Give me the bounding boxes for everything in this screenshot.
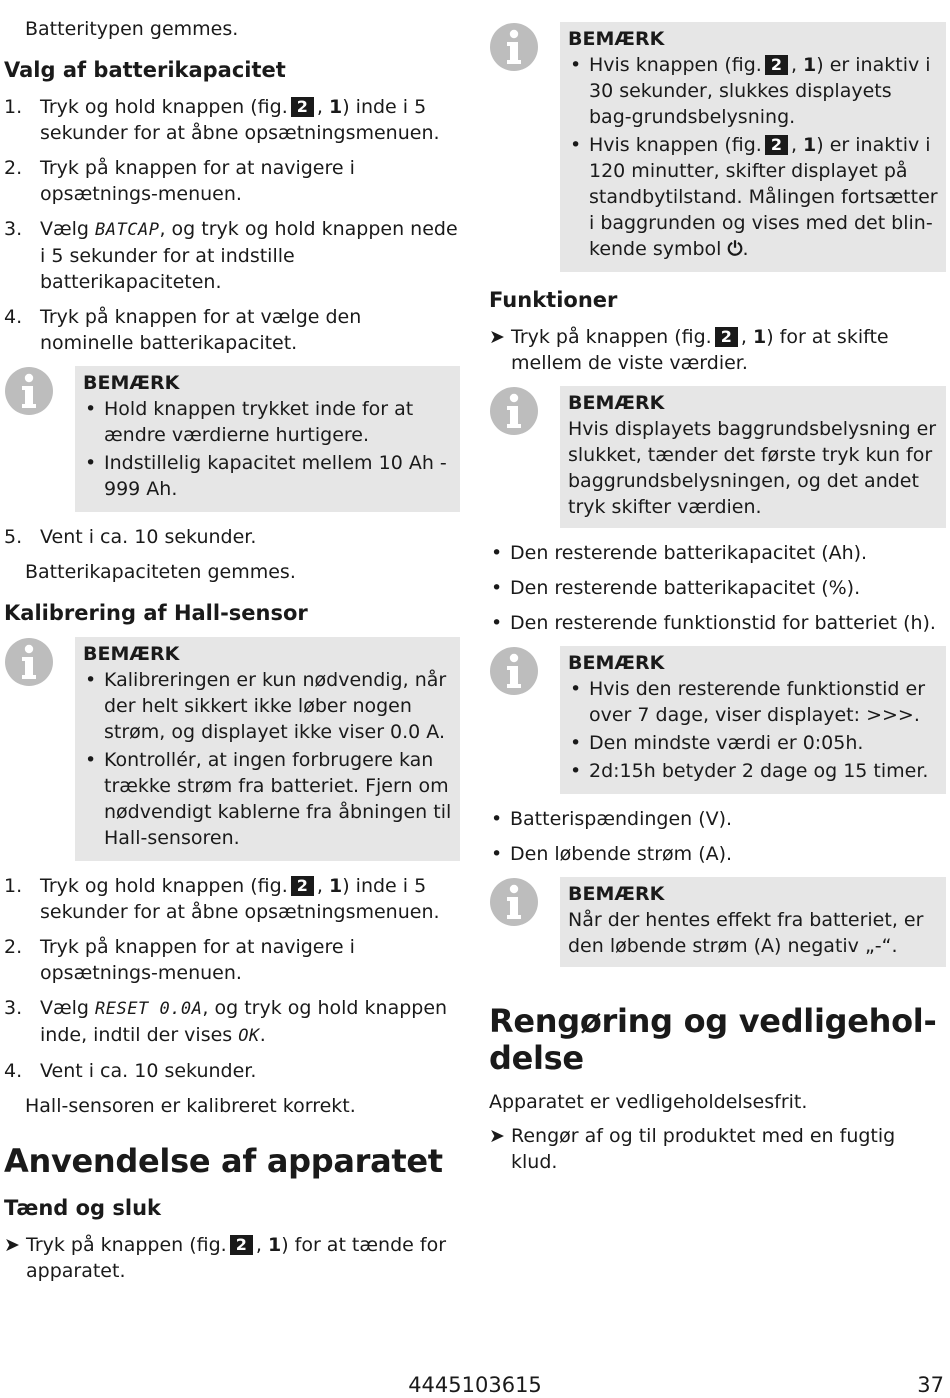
document-number: 4445103615 [408, 1373, 542, 1397]
fig-badge: 2 [291, 876, 314, 896]
hall-step-4: 4. Vent i ca. 10 sekunder. [4, 1060, 257, 1082]
note-title: BEMÆRK [568, 652, 665, 674]
hall-step-3: 3. Vælg RESET 0.0A, og tryk og hold knappen inde, indtil der vises OK. [4, 997, 448, 1046]
info-icon [489, 646, 539, 696]
note-hall [4, 637, 460, 861]
info-icon [489, 22, 539, 72]
fig-badge: 2 [765, 55, 788, 75]
cap-step-5: 5. Vent i ca. 10 sekunder. [4, 526, 257, 548]
list-item: • Kontrollér, at ingen forbrugere kan trække strøm fra batteriet. Fjern om nødvendigt kablerne fra åbningen til Hall-sensoren. [85, 749, 452, 849]
lcd-ok: OK [238, 1026, 260, 1046]
list-item: • Indstillelig kapacitet mellem 10 Ah - 999 Ah. [85, 452, 447, 500]
left-column [4, 16, 460, 1292]
note-title: BEMÆRK [568, 392, 665, 414]
battery-type-saved-text: Batteritypen gemmes. [25, 18, 239, 40]
list-item: • Batterispændingen (V). [491, 808, 733, 830]
fig-badge: 2 [230, 1235, 253, 1255]
list-item: • Hvis knappen (fig. 2 , 1) er inaktiv i 30 sekunder, slukkes displayets bag-grundsbelysning. [570, 54, 931, 128]
arrow-icon: ➤ [489, 326, 505, 348]
functions-step: ➤ Tryk på knappen (fig. 2 , 1) for at skifte mellem de viste værdier. [489, 326, 889, 374]
arrow-icon: ➤ [489, 1125, 505, 1147]
cap-step-4: 4. Tryk på knappen for at vælge den nominelle batterikapacitet. [4, 306, 362, 354]
fig-badge: 2 [765, 135, 788, 155]
note-inactivity [489, 22, 946, 272]
page-number: 37 [917, 1373, 944, 1397]
list-item: • 2d:15h betyder 2 dage og 15 timer. [570, 760, 929, 782]
cap-step-3: 3. Vælg BATCAP, og tryk og hold knappen nede i 5 sekunder for at indstille batterikapaciteten. [4, 218, 458, 293]
cleaning-step: ➤ Rengør af og til produktet med en fugtig klud. [489, 1125, 896, 1173]
right-column [489, 16, 946, 1183]
fig-badge: 2 [291, 97, 314, 117]
capacity-heading: Valg af batterikapacitet [4, 58, 286, 82]
info-icon [489, 386, 539, 436]
list-item: • Den mindste værdi er 0:05h. [570, 732, 864, 754]
note-title: BEMÆRK [568, 883, 665, 905]
note-box [560, 22, 946, 272]
note-box [560, 877, 946, 967]
arrow-icon: ➤ [4, 1234, 20, 1256]
list-item: • Den resterende batterikapacitet (%). [491, 577, 861, 599]
list-item: • Hold knappen trykket inde for at ændre værdierne hurtigere. [85, 398, 414, 446]
note-capacity [4, 366, 460, 512]
list-item: • Hvis den resterende funktionstid er over 7 dage, viser displayet: >>>. [570, 678, 926, 726]
info-icon [4, 637, 54, 687]
hall-step-1: 1. Tryk og hold knappen (fig. 2 , 1) inde i 5 sekunder for at åbne opsætningsmenuen. [4, 875, 440, 923]
hall-calibrated-text: Hall-sensoren er kalibreret korrekt. [25, 1095, 356, 1117]
note-negative-current [489, 877, 946, 967]
fig-badge: 2 [715, 327, 738, 347]
capacity-saved-text: Batterikapaciteten gemmes. [25, 561, 296, 583]
functions-heading: Funktioner [489, 288, 618, 312]
note-text: Hvis displayets baggrundsbelysning er slukket, tænder det første tryk kun for baggrundsbelysningen, og det andet tryk skifter værdien. [568, 418, 937, 518]
note-box [560, 646, 946, 794]
lcd-batcap: BATCAP [95, 220, 160, 240]
note-box [560, 386, 946, 528]
hall-heading: Kalibrering af Hall-sensor [4, 601, 308, 625]
note-title: BEMÆRK [83, 643, 180, 665]
info-icon [489, 877, 539, 927]
list-item: • Den resterende funktionstid for batteriet (h). [491, 612, 936, 634]
list-item: • Den resterende batterikapacitet (Ah). [491, 542, 868, 564]
onoff-step: ➤ Tryk på knappen (fig. 2 , 1) for at tænde for apparatet. [4, 1234, 446, 1282]
power-icon: ⏻ [727, 238, 743, 260]
cap-step-2: 2. Tryk på knappen for at navigere i opsætnings-menuen. [4, 157, 355, 205]
list-item: • Kalibreringen er kun nødvendig, når der helt sikkert ikke løber nogen strøm, og displayet ikke viser 0.0 A. [85, 669, 447, 743]
info-icon [4, 366, 54, 416]
note-backlight [489, 386, 946, 528]
lcd-reset: RESET 0.0A [95, 999, 203, 1019]
note-text: Når der hentes effekt fra batteriet, er den løbende strøm (A) negativ „-“. [568, 909, 924, 957]
note-runtime [489, 646, 946, 794]
note-title: BEMÆRK [568, 28, 665, 50]
cleaning-heading: Rengøring og vedligehol-delse [489, 1002, 937, 1077]
list-item: • Den løbende strøm (A). [491, 843, 733, 865]
hall-step-2: 2. Tryk på knappen for at navigere i opsætnings-menuen. [4, 936, 355, 984]
note-box [75, 637, 460, 861]
use-heading: Anvendelse af apparatet [4, 1142, 443, 1180]
list-item: • Hvis knappen (fig. 2 , 1) er inaktiv i 120 minutter, skifter displayet på standbytilstand. Målingen fortsætter i baggrunden og vises med det blin-kende symbol ⏻. [570, 134, 938, 260]
maintenance-free-text: Apparatet er vedligeholdelsesfrit. [489, 1091, 808, 1113]
note-title: BEMÆRK [83, 372, 180, 394]
cap-step-1: 1. Tryk og hold knappen (fig. 2 , 1) inde i 5 sekunder for at åbne opsætningsmenuen. [4, 96, 440, 144]
note-box [75, 366, 460, 512]
onoff-heading: Tænd og sluk [4, 1196, 161, 1220]
